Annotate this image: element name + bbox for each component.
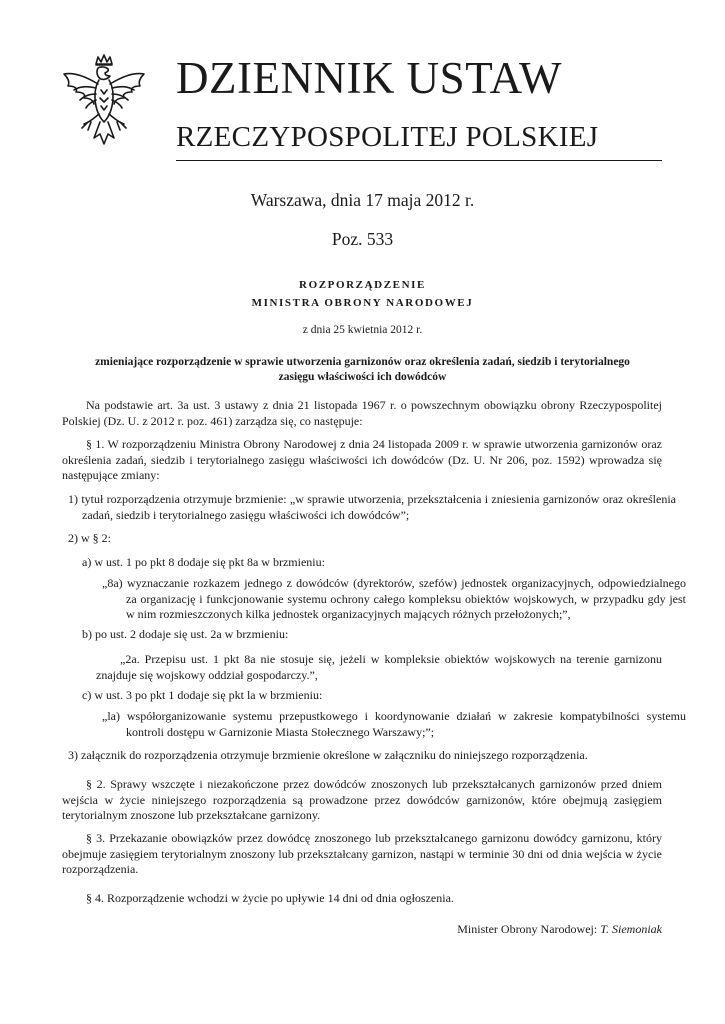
section-2: § 2. Sprawy wszczęte i niezakończone przez dowódców znoszonych lub przekształcanych garnizonów przed dniem wejścia w życie niniejszego rozporządzenia są prowadzone przez dowódców garnizonów, które obejmują zasięgiem terytorialnym znoszone lub przekształcane garnizony. [62, 777, 662, 822]
amendment-item-2a: a) w ust. 1 po pkt 8 dodaje się pkt 8a w brzmieniu: [82, 555, 325, 569]
signature-name: T. Siemoniak [600, 922, 662, 936]
amendment-item-3: 3) załącznik do rozporządzenia otrzymuje brzmienie określone w załączniku do niniejszego rozporządzenia. [68, 748, 588, 762]
amendment-item-2b: b) po ust. 2 dodaje się ust. 2a w brzmieniu: [82, 627, 289, 641]
act-subject: zmieniające rozporządzenie w sprawie utworzenia garnizonów oraz określenia zadań, siedzib i terytorialnego zasięgu właściwości ich dowódców [95, 356, 630, 383]
act-type: ROZPORZĄDZENIE [299, 279, 426, 291]
section-1-intro: § 1. W rozporządzeniu Ministra Obrony Narodowej z dnia 24 listopada 2009 r. w sprawie utworzenia garnizonów oraz określenia zadań, siedzib i terytorialnego zasięgu właściwości ich dowódców (Dz. U. Nr 206, poz. 1592) wprowadza się następujące zmiany: [62, 437, 662, 482]
section-3: § 3. Przekazanie obowiązków przez dowódcę znoszonego lub przekształcanego garnizonu dowódcy garnizonu, który obejmuje zasięgiem terytorialnym znoszony lub przekształcany garnizon, nastąpi w terminie 30 dni od dnia wejścia w życie rozporządzenia. [62, 831, 662, 876]
act-date: z dnia 25 kwietnia 2012 r. [302, 324, 423, 336]
header-divider [176, 160, 662, 161]
amendment-item-2b-text: „2a. Przepisu ust. 1 pkt 8a nie stosuje się, jeżeli w kompleksie obiektów wojskowych na terenie garnizonu znajduje się wojskowy oddział gospodarczy.”, [96, 652, 662, 682]
amendment-item-2c-text: „la) współorganizowanie systemu przepustkowego i koordynowanie działań w zakresie kompatybilności systemu kontroli dostępu w Garnizonie Miasta Stołecznego Warszawy;”; [102, 709, 686, 739]
amendment-item-2a-text: „8a) wyznaczanie rozkazem jednego z dowódców (dyrektorów, szefów) jednostek organizacyjnych, odpowiedzialnego za organizację i funkcjonowanie systemu ochrony całego kompleksu obiektów wojskowych, w przypadku gdy jest w nim rozmieszczonych kilka jednostek organizacyjnych mających różnych przełożonych;”, [102, 576, 686, 621]
preamble: Na podstawie art. 3a ust. 3 ustawy z dnia 21 listopada 1967 r. o powszechnym obowiązku obrony Rzeczypospolitej Polskiej (Dz. U. z 2012 r. poz. 461) zarządza się, co następuje: [62, 398, 662, 428]
amendment-item-2: 2) w § 2: [68, 531, 111, 545]
polish-eagle-emblem-icon [58, 52, 150, 166]
journal-subtitle: RZECZYPOSPOLITEJ POLSKIEJ [176, 121, 599, 153]
publication-date: Warszawa, dnia 17 maja 2012 r. [250, 190, 475, 210]
amendment-item-2c: c) w ust. 3 po pkt 1 dodaje się pkt la w brzmieniu: [82, 688, 323, 702]
act-issuer: MINISTRA OBRONY NARODOWEJ [251, 297, 474, 309]
signature [457, 922, 662, 938]
journal-title: DZIENNIK USTAW [176, 53, 562, 103]
position-number: Poz. 533 [331, 229, 394, 249]
signature-role: Minister Obrony Narodowej: [457, 922, 598, 936]
amendment-item-1: 1) tytuł rozporządzenia otrzymuje brzmienie: „w sprawie utworzenia, przekształcenia i zniesienia garnizonów oraz określenia zadań, siedzib i terytorialnego zasięgu właściwości ich dowódców”; [68, 492, 676, 522]
section-4: § 4. Rozporządzenie wchodzi w życie po upływie 14 dni od dnia ogłoszenia. [86, 891, 454, 905]
